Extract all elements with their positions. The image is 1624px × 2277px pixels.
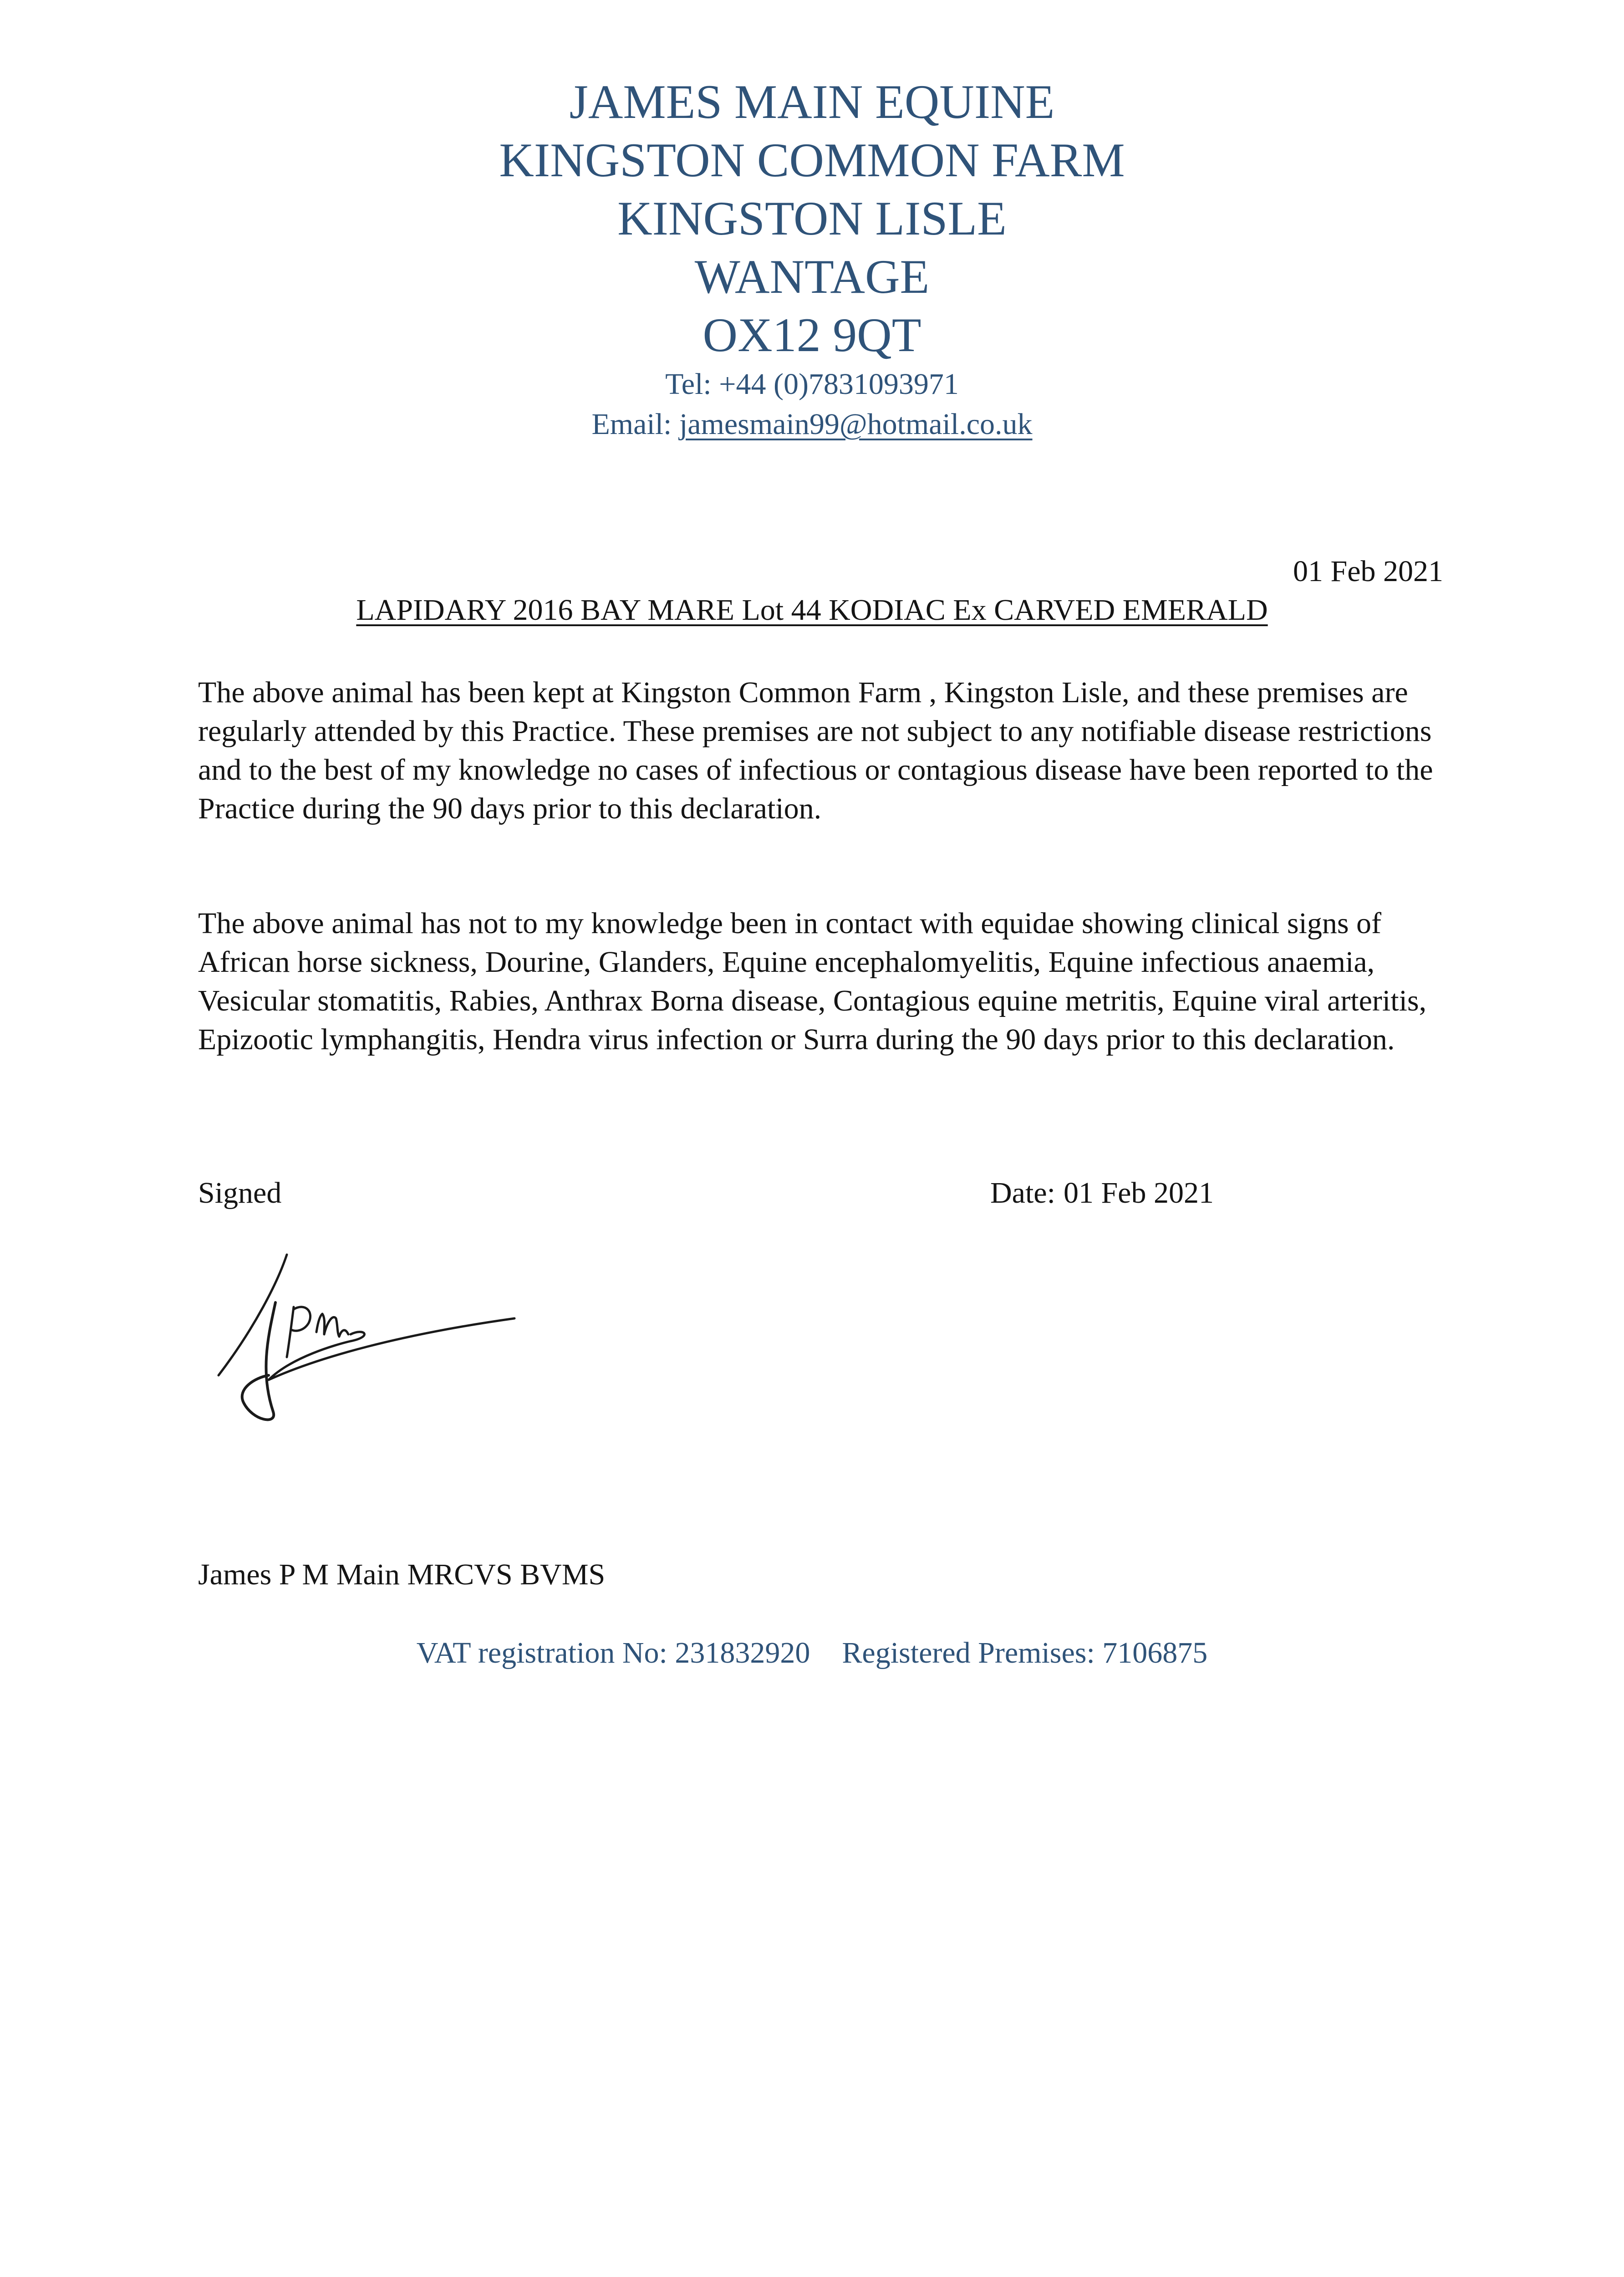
practice-name: JAMES MAIN EQUINE bbox=[569, 75, 1055, 128]
signer-name: James P M Main MRCVS BVMS bbox=[198, 1558, 606, 1591]
declaration-paragraph-diseases: The above animal has not to my knowledge been in contact with equidae showing clinical signs of African horse sickness, Dourine, Glanders, Equine encephalomyelitis, Equine infectious anaemia, Vesicular stomatitis, Rabies, Anthrax Borna disease, Contagious equine metritis, Equine viral arteritis, Epizootic lymphangitis, Hendra virus infection or Surra during the 90 days prior to this declaration. bbox=[198, 907, 1427, 1056]
registration-footer bbox=[0, 1635, 1624, 1671]
handwritten-signature bbox=[200, 1220, 528, 1475]
subject-text: LAPIDARY 2016 BAY MARE Lot 44 KODIAC Ex CARVED EMERALD bbox=[356, 593, 1268, 627]
address-line-village: KINGSTON LISLE bbox=[617, 192, 1007, 245]
letterhead bbox=[0, 73, 1624, 444]
email-line bbox=[0, 404, 1624, 444]
address-line-town: WANTAGE bbox=[694, 250, 930, 303]
address-postcode: OX12 9QT bbox=[703, 308, 921, 362]
address-line-farm: KINGSTON COMMON FARM bbox=[499, 133, 1125, 187]
registered-premises: Registered Premises: 7106875 bbox=[842, 1636, 1208, 1669]
signature-date bbox=[990, 1175, 1214, 1211]
email-link[interactable]: jamesmain99@hotmail.co.uk bbox=[679, 408, 1033, 441]
email-label: Email: bbox=[591, 408, 672, 441]
date-value: 01 Feb 2021 bbox=[1063, 1176, 1214, 1210]
telephone: Tel: +44 (0)7831093971 bbox=[665, 368, 959, 401]
declaration-paragraph-premises: The above animal has been kept at Kingston Common Farm , Kingston Lisle, and these premises are regularly attended by this Practice. These premises are not subject to any notifiable disease restrictions and to the best of my knowledge no cases of infectious or contagious disease have been reported to the Practice during the 90 days prior to this declaration. bbox=[198, 676, 1433, 825]
vat-registration: VAT registration No: 231832920 bbox=[416, 1636, 810, 1669]
letter-date: 01 Feb 2021 bbox=[1293, 555, 1443, 588]
date-label: Date: bbox=[990, 1176, 1055, 1210]
signed-label: Signed bbox=[198, 1176, 282, 1210]
subject-line bbox=[0, 592, 1624, 628]
